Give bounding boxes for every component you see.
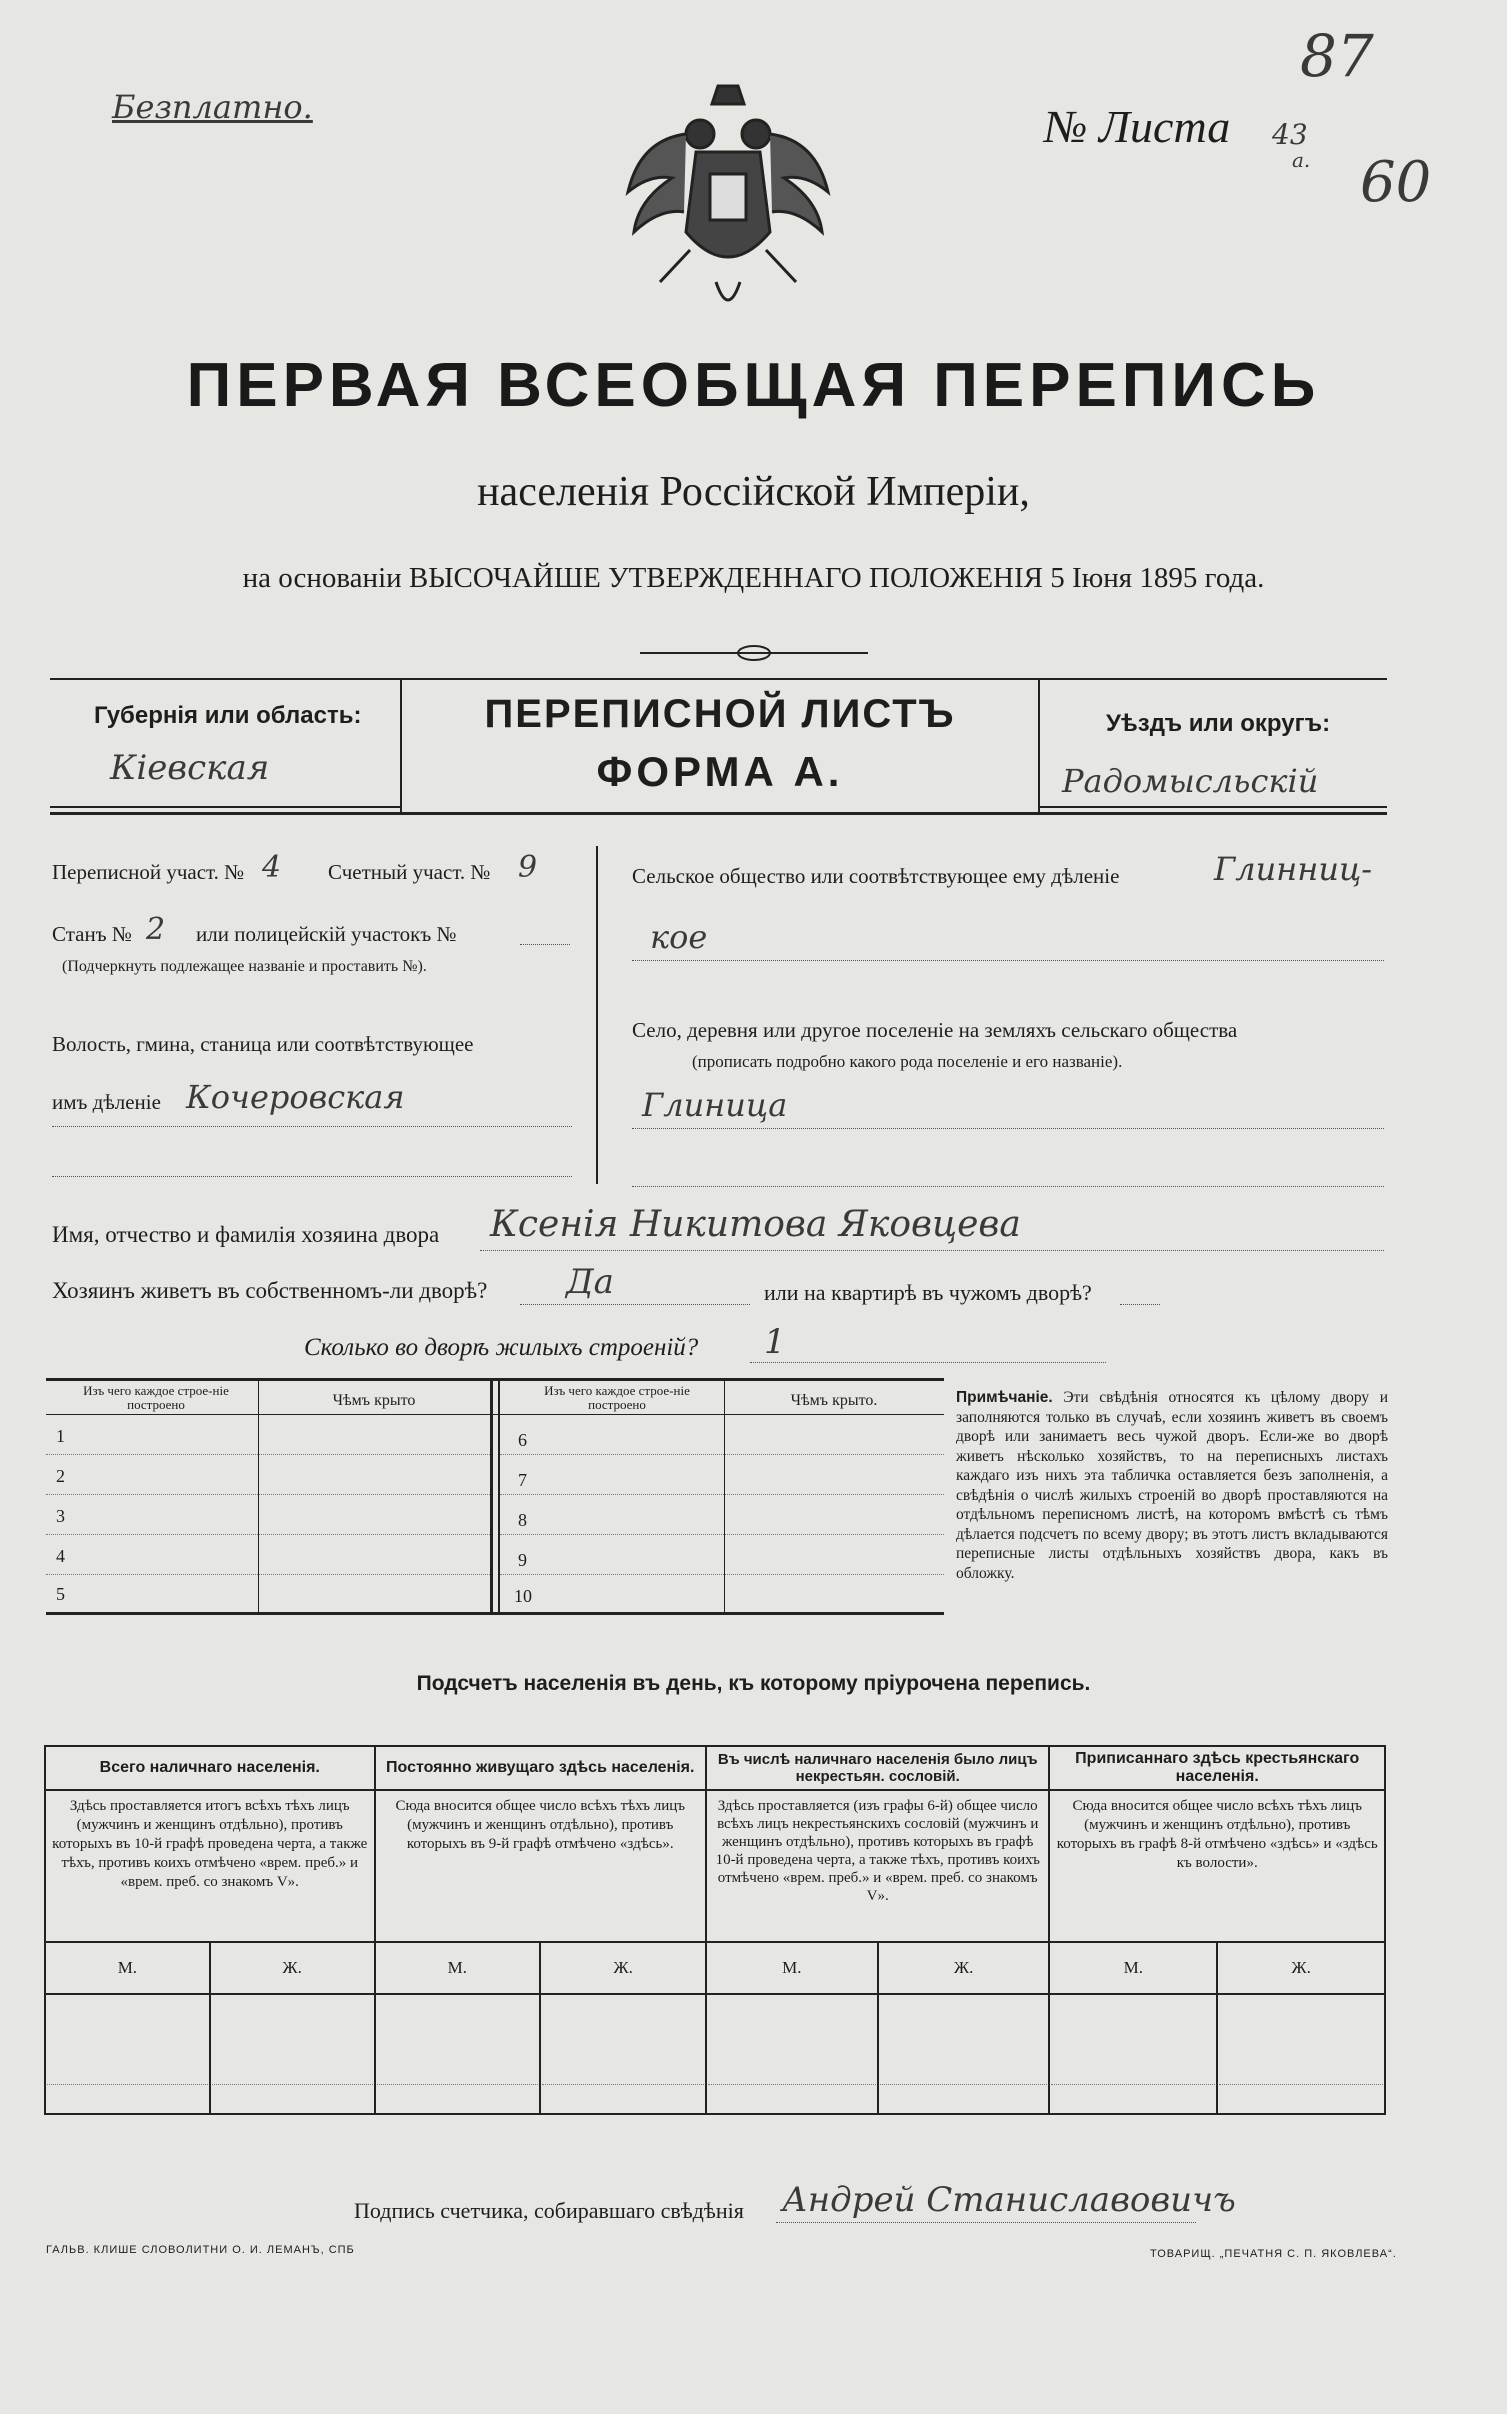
gubernia-label: Губернія или область: bbox=[94, 702, 362, 729]
census-district-label: Переписной участ. № bbox=[52, 860, 245, 884]
building-row-number: 4 bbox=[56, 1546, 65, 1566]
village-note: (прописать подробно какого рода поселеніе и его названіе). bbox=[692, 1052, 1123, 1071]
enumerator-signature-label: Подпись счетчика, собиравшаго свѣдѣнія bbox=[354, 2198, 744, 2223]
building-row-number: 5 bbox=[56, 1584, 65, 1604]
population-table bbox=[44, 1745, 1386, 2115]
population-col-desc: Здѣсь проставляется (изъ графы 6-й) общее число всѣхъ лицъ некрестьянскихъ сословій (мужчинъ и женщинъ отдѣльно), противъ которыхъ въ графѣ 10-й проведена черта, а также тѣхъ, противъ коихъ отмѣчено «врем. преб.» и «врем. преб. со знакомъ V». bbox=[706, 1790, 1050, 1942]
material-header-right: Изъ чего каждое строе-ніе построено bbox=[544, 1383, 690, 1412]
building-row-number: 9 bbox=[518, 1550, 527, 1570]
population-heading: Подсчетъ населенія въ день, къ которому пріурочена перепись. bbox=[416, 1672, 1091, 1695]
uezd-value[interactable]: Радомысльскій bbox=[1062, 762, 1319, 800]
free-stamp: Безплатно. bbox=[112, 88, 313, 126]
buildings-count-value[interactable]: 1 bbox=[764, 1322, 786, 1362]
population-cell[interactable] bbox=[45, 1994, 210, 2114]
population-cell[interactable] bbox=[1049, 1994, 1217, 2114]
female-header: Ж. bbox=[1217, 1942, 1385, 1994]
village-label: Село, деревня или другое поселеніе на земляхъ сельскаго общества bbox=[632, 1018, 1238, 1042]
population-cell[interactable] bbox=[706, 1994, 878, 2114]
male-header: М. bbox=[1049, 1942, 1217, 1994]
form-subtitle: ФОРМА А. bbox=[596, 748, 844, 795]
stan-value[interactable]: 2 bbox=[146, 912, 166, 947]
police-district-label: или полицейскій участокъ № bbox=[196, 922, 457, 946]
decree-basis: на основаніи ВЫСОЧАЙШЕ УТВЕРЖДЕННАГО ПОЛОЖЕНІЯ 5 Іюня 1895 года. bbox=[242, 562, 1265, 594]
underline-note: (Подчеркнуть подлежащее названіе и проставить №). bbox=[62, 958, 427, 975]
building-row-number: 10 bbox=[514, 1586, 532, 1606]
female-header: Ж. bbox=[210, 1942, 375, 1994]
rural-society-label: Сельское общество или соотвѣтствующее ему дѣленіе bbox=[632, 864, 1120, 888]
owner-name-label: Имя, отчество и фамилія хозяина двора bbox=[52, 1222, 440, 1247]
imperial-eagle-icon bbox=[620, 82, 836, 318]
rural-society-value-2[interactable]: кое bbox=[650, 918, 708, 956]
population-col-desc: Сюда вносится общее число всѣхъ тѣхъ лицъ (мужчинъ и женщинъ отдѣльно), противъ которыхъ въ 9-й графѣ отмѣчено «здѣсь». bbox=[375, 1790, 706, 1942]
sheet-number-label: № Листа bbox=[1044, 101, 1231, 152]
volost-label-line1: Волость, гмина, станица или соотвѣтствующее bbox=[52, 1032, 474, 1056]
male-header: М. bbox=[45, 1942, 210, 1994]
census-district-value[interactable]: 4 bbox=[262, 850, 282, 885]
ornament-divider bbox=[640, 644, 868, 662]
count-district-label: Счетный участ. № bbox=[328, 860, 491, 884]
archive-number-1: 87 bbox=[1300, 22, 1374, 90]
female-header: Ж. bbox=[878, 1942, 1050, 1994]
archive-number-2: 60 bbox=[1360, 150, 1432, 215]
population-col-title: Приписаннаго здѣсь крестьянскаго населенія. bbox=[1049, 1746, 1385, 1790]
rural-society-value-1[interactable]: Глинниц- bbox=[1214, 850, 1373, 888]
note-heading: Примѣчаніе. bbox=[956, 1389, 1053, 1406]
printer-right: ТОВАРИЩ. „ПЕЧАТНЯ С. П. ЯКОВЛЕВА“. bbox=[1150, 2248, 1397, 2260]
note-block bbox=[956, 1388, 1388, 1583]
note-text: Эти свѣдѣнія относятся къ цѣлому двору и заполняются только въ случаѣ, если хозяинъ живетъ въ своемъ дворѣ или занимаетъ весь чужой дворъ. Если-же во дворѣ живетъ нѣсколько хозяйствъ, то на переписныхъ листахъ каждаго изъ нихъ эта табличка оставляется безъ заполненія, а свѣдѣнія о числѣ жилыхъ строеній во дворѣ проставляются на отдѣльномъ переписномъ листѣ, на которомъ вмѣстѣ съ тѣмъ дѣлается подсчетъ по всему двору; въ этотъ листъ вкладываются переписные листы отдѣльныхъ хозяйствъ двора, какъ въ обложку. bbox=[956, 1389, 1388, 1582]
roof-header-left: Чѣмъ крыто bbox=[332, 1392, 416, 1409]
female-header: Ж. bbox=[540, 1942, 706, 1994]
population-cell[interactable] bbox=[878, 1994, 1050, 2114]
population-col-title: Постоянно живущаго здѣсь населенія. bbox=[375, 1746, 706, 1790]
printer-left: ГАЛЬВ. КЛИШЕ СЛОВОЛИТНИ О. И. ЛЕМАНЪ, СПБ bbox=[46, 2244, 355, 2256]
male-header: М. bbox=[375, 1942, 541, 1994]
population-col-desc: Здѣсь проставляется итогъ всѣхъ тѣхъ лицъ (мужчинъ и женщинъ отдѣльно), противъ которыхъ въ 10-й графѣ проведена черта, а также тѣхъ, противъ коихъ отмѣчено «врем. преб.» и «врем. преб. со знакомъ V». bbox=[45, 1790, 375, 1942]
population-col-desc: Сюда вносится общее число всѣхъ тѣхъ лицъ (мужчинъ и женщинъ отдѣльно), противъ которыхъ въ графѣ 8-й отмѣчено «здѣсь» и «здѣсь къ волости». bbox=[1049, 1790, 1385, 1942]
building-row-number: 3 bbox=[56, 1506, 65, 1526]
own-yard-value[interactable]: Да bbox=[566, 1262, 614, 1302]
page-subtitle: населенія Россійской Имперіи, bbox=[477, 469, 1030, 515]
page-title: ПЕРВАЯ ВСЕОБЩАЯ ПЕРЕПИСЬ bbox=[186, 351, 1321, 420]
building-row-number: 6 bbox=[518, 1430, 527, 1450]
count-district-value[interactable]: 9 bbox=[518, 850, 538, 885]
building-row-number: 1 bbox=[56, 1426, 65, 1446]
population-cell[interactable] bbox=[1217, 1994, 1385, 2114]
volost-label-line2: имъ дѣленіе bbox=[52, 1090, 161, 1114]
building-row-number: 7 bbox=[518, 1470, 527, 1490]
roof-header-right: Чѣмъ крыто. bbox=[790, 1392, 878, 1409]
population-cell[interactable] bbox=[375, 1994, 541, 2114]
uezd-label: Уѣздъ или округъ: bbox=[1106, 710, 1331, 737]
male-header: М. bbox=[706, 1942, 878, 1994]
volost-value[interactable]: Кочеровская bbox=[186, 1078, 405, 1116]
enumerator-signature-value[interactable]: Андрей Станиславовичъ bbox=[782, 2180, 1236, 2220]
population-cell[interactable] bbox=[540, 1994, 706, 2114]
owner-name-value[interactable]: Ксенія Никитова Яковцева bbox=[490, 1204, 1021, 1245]
population-col-title: Въ числѣ наличнаго населенія было лицъ некрестьян. сословій. bbox=[706, 1746, 1050, 1790]
material-header-left: Изъ чего каждое строе-ніе построено bbox=[83, 1383, 229, 1412]
sheet-number-value: 43 bbox=[1272, 118, 1308, 151]
stan-label: Станъ № bbox=[52, 922, 132, 946]
rented-yard-label: или на квартирѣ въ чужомъ дворѣ? bbox=[764, 1280, 1092, 1305]
own-yard-label: Хозяинъ живетъ въ собственномъ-ли дворѣ? bbox=[52, 1278, 488, 1303]
village-value[interactable]: Глиница bbox=[642, 1086, 788, 1124]
building-row-number: 8 bbox=[518, 1510, 527, 1530]
population-col-title: Всего наличнаго населенія. bbox=[45, 1746, 375, 1790]
building-row-number: 2 bbox=[56, 1466, 65, 1486]
buildings-count-label: Сколько во дворѣ жилыхъ строеній? bbox=[304, 1334, 699, 1361]
population-cell[interactable] bbox=[210, 1994, 375, 2114]
gubernia-value[interactable]: Кіевская bbox=[110, 748, 270, 788]
form-title: ПЕРЕПИСНОЙ ЛИСТЪ bbox=[484, 692, 956, 736]
sheet-number-sub: а. bbox=[1292, 148, 1311, 172]
